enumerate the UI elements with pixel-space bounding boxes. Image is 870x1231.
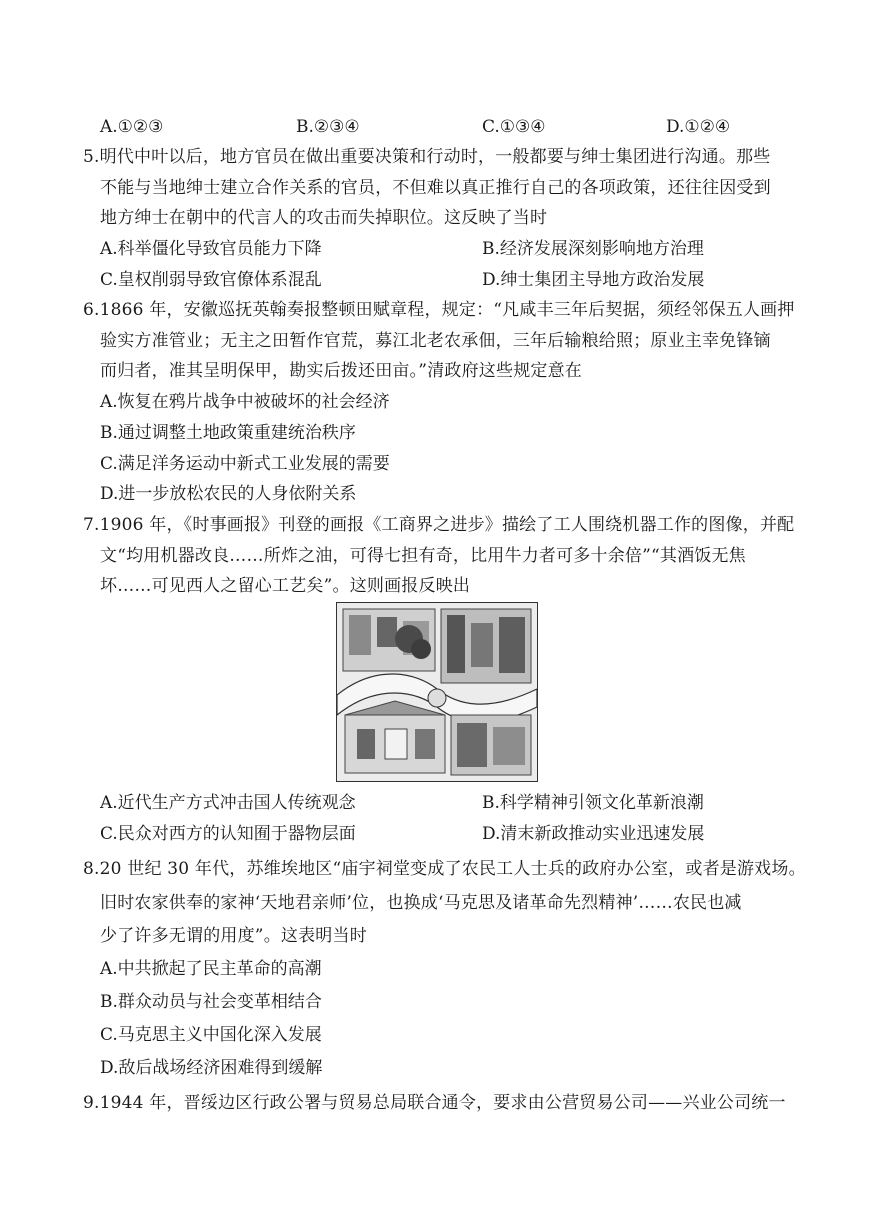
q7-stem-line: 坏……可见西人之留心工艺矣”。这则画报反映出 bbox=[100, 576, 471, 596]
q7-option-d[interactable]: D.清末新政推动实业迅速发展 bbox=[482, 824, 705, 844]
illustration-drawing bbox=[337, 603, 537, 781]
q9-stem-line: 9.1944 年，晋绥边区行政公署与贸易总局联合通令，要求由公营贸易公司——兴业公司统一 bbox=[83, 1093, 786, 1113]
q8-option-a[interactable]: A.中共掀起了民主革命的高潮 bbox=[100, 959, 322, 979]
q7-option-c[interactable]: C.民众对西方的认知囿于器物层面 bbox=[100, 824, 356, 844]
q7-stem-line: 文“均用机器改良……所炸之油，可得七担有奇，比用牛力者可多十余倍”“其酒饭无焦 bbox=[100, 546, 746, 566]
q8-stem-line: 8.20 世纪 30 年代，苏维埃地区“庙宇祠堂变成了农民工人士兵的政府办公室，或者是游戏场。 bbox=[83, 859, 806, 879]
q4-option-b[interactable]: B.②③④ bbox=[296, 117, 360, 137]
q5-stem-line: 不能与当地绅士建立合作关系的官员，不但难以真正推行自己的各项政策，还往往因受到 bbox=[100, 178, 771, 198]
q6-option-a[interactable]: A.恢复在鸦片战争中被破坏的社会经济 bbox=[100, 392, 390, 412]
q8-stem-line: 少了许多无谓的用度”。这表明当时 bbox=[100, 926, 367, 946]
newspaper-illustration bbox=[336, 602, 538, 782]
q5-option-c[interactable]: C.皇权削弱导致官僚体系混乱 bbox=[100, 270, 322, 290]
q6-stem-line: 而归者，准其呈明保甲，勘实后拨还田亩。”清政府这些规定意在 bbox=[100, 361, 582, 381]
q7-stem-line: 7.1906 年，《时事画报》刊登的画报《工商界之进步》描绘了工人围绕机器工作的图像，并配 bbox=[83, 515, 795, 535]
q4-option-c[interactable]: C.①③④ bbox=[482, 117, 546, 137]
q5-option-b[interactable]: B.经济发展深刻影响地方治理 bbox=[482, 239, 704, 259]
q6-stem-line: 验实方准管业；无主之田暂作官荒，募江北老农承佃，三年后输粮给照；原业主幸免锋镝 bbox=[100, 331, 771, 351]
q5-stem-line: 5.明代中叶以后，地方官员在做出重要决策和行动时，一般都要与绅士集团进行沟通。那些 bbox=[83, 147, 771, 167]
q6-option-c[interactable]: C.满足洋务运动中新式工业发展的需要 bbox=[100, 454, 390, 474]
q6-option-b[interactable]: B.通过调整土地政策重建统治秩序 bbox=[100, 423, 356, 443]
q6-option-d[interactable]: D.进一步放松农民的人身依附关系 bbox=[100, 484, 357, 504]
q5-stem-line: 地方绅士在朝中的代言人的攻击而失掉职位。这反映了当时 bbox=[100, 208, 548, 228]
q6-stem-line: 6.1866 年，安徽巡抚英翰奏报整顿田赋章程，规定：“凡咸丰三年后契据，须经邻保五人画押 bbox=[83, 300, 795, 320]
q8-option-c[interactable]: C.马克思主义中国化深入发展 bbox=[100, 1025, 322, 1045]
q8-stem-line: 旧时农家供奉的家神‘天地君亲师’位，也换成‘马克思及诸革命先烈精神’……农民也减 bbox=[100, 893, 742, 913]
q4-option-a[interactable]: A.①②③ bbox=[100, 117, 164, 137]
q8-option-b[interactable]: B.群众动员与社会变革相结合 bbox=[100, 992, 322, 1012]
q7-option-b[interactable]: B.科学精神引领文化革新浪潮 bbox=[482, 793, 704, 813]
q4-option-d[interactable]: D.①②④ bbox=[666, 117, 731, 137]
q5-option-d[interactable]: D.绅士集团主导地方政治发展 bbox=[482, 270, 705, 290]
q5-option-a[interactable]: A.科举僵化导致官员能力下降 bbox=[100, 239, 322, 259]
q8-option-d[interactable]: D.敌后战场经济困难得到缓解 bbox=[100, 1058, 323, 1078]
q7-option-a[interactable]: A.近代生产方式冲击国人传统观念 bbox=[100, 793, 356, 813]
